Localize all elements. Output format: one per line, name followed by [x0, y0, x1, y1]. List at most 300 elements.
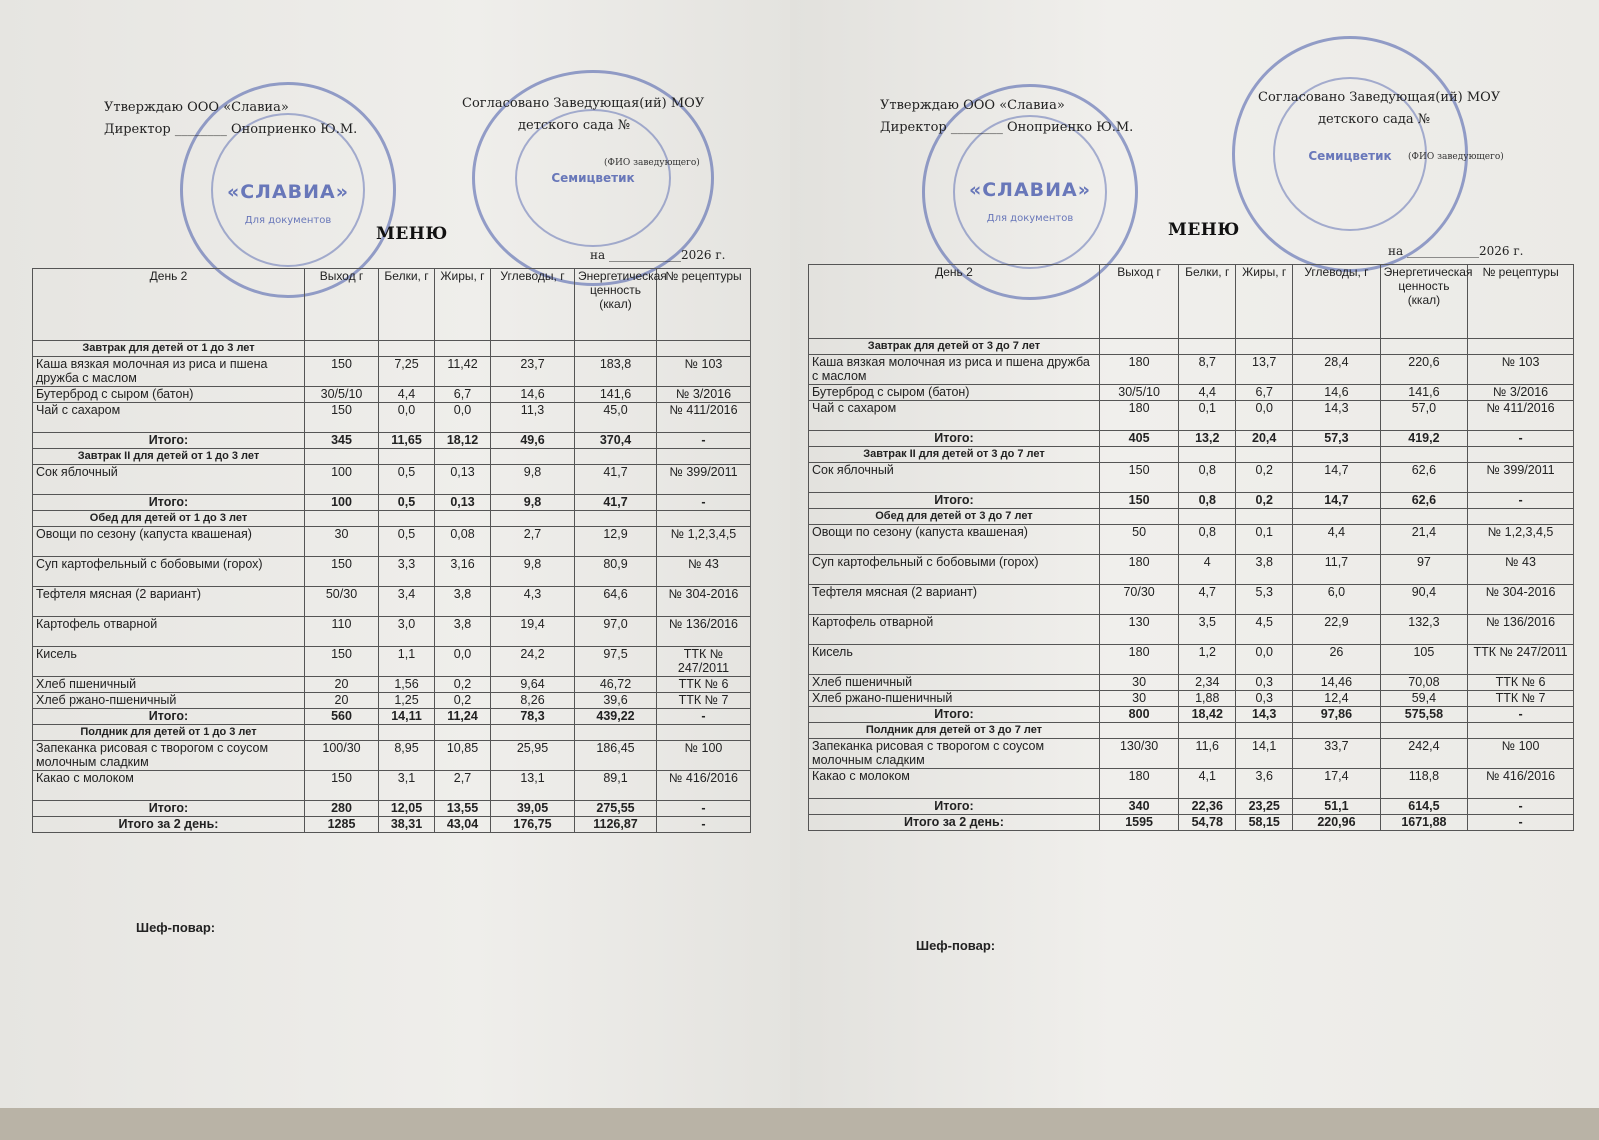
- energy-value: 105: [1380, 645, 1467, 675]
- protein-value: 13,2: [1179, 431, 1236, 447]
- yield-value: 180: [1099, 401, 1178, 431]
- energy-value: 97: [1380, 555, 1467, 585]
- empty-cell: [1293, 339, 1380, 355]
- meal-section-row: [33, 725, 751, 741]
- energy-value: 46,72: [575, 677, 657, 693]
- energy-value: 41,7: [575, 495, 657, 511]
- protein-value: 54,78: [1179, 815, 1236, 831]
- meal-section-row: [33, 511, 751, 527]
- recipe-number: -: [1468, 431, 1574, 447]
- empty-cell: [435, 511, 491, 527]
- dish-row: [809, 585, 1574, 615]
- dish-row: [809, 675, 1574, 691]
- energy-value: 1671,88: [1380, 815, 1467, 831]
- yield-value: 50/30: [305, 587, 379, 617]
- yield-value: 50: [1099, 525, 1178, 555]
- recipe-number: № 136/2016: [1468, 615, 1574, 645]
- energy-value: 59,4: [1380, 691, 1467, 707]
- recipe-number: -: [657, 817, 751, 833]
- energy-value: 90,4: [1380, 585, 1467, 615]
- yield-value: 150: [1099, 493, 1178, 509]
- energy-value: 141,6: [575, 387, 657, 403]
- meal-section-row: [809, 447, 1574, 463]
- empty-cell: [1179, 447, 1236, 463]
- empty-cell: [575, 725, 657, 741]
- table-surface: [0, 1108, 1599, 1140]
- carbs-value: 6,0: [1293, 585, 1380, 615]
- carbs-value: 22,9: [1293, 615, 1380, 645]
- dish-name: Сок яблочный: [809, 463, 1100, 493]
- carbs-value: 49,6: [491, 433, 575, 449]
- dish-row: [33, 387, 751, 403]
- fat-value: 0,2: [1236, 493, 1293, 509]
- energy-value: 39,6: [575, 693, 657, 709]
- dish-row: [33, 465, 751, 495]
- yield-value: 150: [305, 357, 379, 387]
- recipe-number: ТТК № 6: [657, 677, 751, 693]
- carbs-value: 14,3: [1293, 401, 1380, 431]
- empty-cell: [1380, 723, 1467, 739]
- protein-value: 3,4: [379, 587, 435, 617]
- yield-value: 130: [1099, 615, 1178, 645]
- yield-value: 180: [1099, 555, 1178, 585]
- empty-cell: [1099, 447, 1178, 463]
- energy-value: 132,3: [1380, 615, 1467, 645]
- protein-value: 1,56: [379, 677, 435, 693]
- empty-cell: [305, 725, 379, 741]
- dish-name: Овощи по сезону (капуста квашеная): [809, 525, 1100, 555]
- dish-name: Хлеб ржано-пшеничный: [33, 693, 305, 709]
- carbs-value: 97,86: [1293, 707, 1380, 723]
- empty-cell: [1236, 447, 1293, 463]
- carbs-value: 9,64: [491, 677, 575, 693]
- total-label: Итого:: [809, 493, 1100, 509]
- director-name: Оноприенко Ю.М.: [230, 122, 358, 137]
- protein-value: 38,31: [379, 817, 435, 833]
- total-row: [809, 493, 1574, 509]
- protein-value: 8,95: [379, 741, 435, 771]
- meal-section-title: Завтрак II для детей от 1 до 3 лет: [33, 449, 305, 465]
- recipe-number: № 399/2011: [657, 465, 751, 495]
- energy-value: 614,5: [1380, 799, 1467, 815]
- total-row: [33, 817, 751, 833]
- energy-value: 439,22: [575, 709, 657, 725]
- yield-value: 100: [305, 465, 379, 495]
- total-row: [809, 815, 1574, 831]
- empty-cell: [1236, 339, 1293, 355]
- energy-value: 419,2: [1380, 431, 1467, 447]
- carbs-value: 9,8: [491, 557, 575, 587]
- dish-name: Кисель: [809, 645, 1100, 675]
- recipe-number: ТТК № 247/2011: [1468, 645, 1574, 675]
- carbs-value: 8,26: [491, 693, 575, 709]
- meal-section-row: [809, 509, 1574, 525]
- protein-value: 4,4: [1179, 385, 1236, 401]
- energy-value: 370,4: [575, 433, 657, 449]
- energy-value: 242,4: [1380, 739, 1467, 769]
- carbs-value: 39,05: [491, 801, 575, 817]
- recipe-number: ТТК № 6: [1468, 675, 1574, 691]
- yield-value: 30: [1099, 691, 1178, 707]
- energy-value: 41,7: [575, 465, 657, 495]
- menu-title: МЕНЮ: [1168, 220, 1240, 240]
- carbs-value: 25,95: [491, 741, 575, 771]
- total-label: Итого:: [33, 433, 305, 449]
- dish-row: [809, 739, 1574, 769]
- recipe-number: № 3/2016: [1468, 385, 1574, 401]
- recipe-number: № 411/2016: [657, 403, 751, 433]
- carbs-value: 220,96: [1293, 815, 1380, 831]
- empty-cell: [305, 449, 379, 465]
- director-name: Оноприенко Ю.М.: [1006, 120, 1134, 135]
- yield-value: 150: [305, 403, 379, 433]
- carbs-value: 9,8: [491, 465, 575, 495]
- col-fat: Жиры, г: [435, 269, 491, 341]
- total-label: Итого:: [33, 495, 305, 511]
- dish-name: Суп картофельный с бобовыми (горох): [809, 555, 1100, 585]
- dish-name: Хлеб пшеничный: [33, 677, 305, 693]
- protein-value: 4,1: [1179, 769, 1236, 799]
- recipe-number: -: [657, 709, 751, 725]
- agree-line-1: Согласовано Заведующая(ий) МОУ: [1258, 90, 1501, 105]
- dish-name: Какао с молоком: [809, 769, 1100, 799]
- empty-cell: [1099, 509, 1178, 525]
- col-carbs: Углеводы, г: [491, 269, 575, 341]
- empty-cell: [1236, 509, 1293, 525]
- protein-value: 1,2: [1179, 645, 1236, 675]
- agree-note: (ФИО заведующего): [604, 158, 700, 168]
- dish-name: Чай с сахаром: [33, 403, 305, 433]
- meal-section-title: Завтрак для детей от 1 до 3 лет: [33, 341, 305, 357]
- carbs-value: 2,7: [491, 527, 575, 557]
- total-label: Итого:: [809, 431, 1100, 447]
- fat-value: 0,0: [1236, 401, 1293, 431]
- dish-name: Бутерброд с сыром (батон): [33, 387, 305, 403]
- protein-value: 3,3: [379, 557, 435, 587]
- col-day: День 2: [33, 269, 305, 341]
- fat-value: 3,8: [435, 587, 491, 617]
- stamp-name: «СЛАВИА»: [968, 179, 1092, 201]
- fat-value: 6,7: [435, 387, 491, 403]
- recipe-number: № 43: [657, 557, 751, 587]
- carbs-value: 13,1: [491, 771, 575, 801]
- dish-name: Суп картофельный с бобовыми (горох): [33, 557, 305, 587]
- empty-cell: [491, 341, 575, 357]
- protein-value: 7,25: [379, 357, 435, 387]
- carbs-value: 57,3: [1293, 431, 1380, 447]
- recipe-number: № 100: [1468, 739, 1574, 769]
- dish-name: Хлеб пшеничный: [809, 675, 1100, 691]
- energy-value: 62,6: [1380, 493, 1467, 509]
- yield-value: 30/5/10: [1099, 385, 1178, 401]
- agree-line-2: детского сада №: [1318, 112, 1431, 127]
- recipe-number: -: [1468, 493, 1574, 509]
- empty-cell: [305, 511, 379, 527]
- meal-section-row: [33, 341, 751, 357]
- total-row: [809, 799, 1574, 815]
- total-row: [809, 431, 1574, 447]
- protein-value: 0,0: [379, 403, 435, 433]
- col-yield: Выход г: [1099, 265, 1178, 339]
- protein-value: 3,5: [1179, 615, 1236, 645]
- dish-name: Сок яблочный: [33, 465, 305, 495]
- protein-value: 0,8: [1179, 493, 1236, 509]
- yield-value: 1285: [305, 817, 379, 833]
- carbs-value: 51,1: [1293, 799, 1380, 815]
- col-recipe: № рецептуры: [1468, 265, 1574, 339]
- fat-value: 23,25: [1236, 799, 1293, 815]
- recipe-number: № 136/2016: [657, 617, 751, 647]
- protein-value: 11,6: [1179, 739, 1236, 769]
- empty-cell: [1380, 509, 1467, 525]
- dish-row: [809, 691, 1574, 707]
- dish-name: Кисель: [33, 647, 305, 677]
- protein-value: 0,8: [1179, 463, 1236, 493]
- fat-value: 13,7: [1236, 355, 1293, 385]
- fat-value: 0,0: [435, 647, 491, 677]
- recipe-number: № 304-2016: [1468, 585, 1574, 615]
- dish-name: Овощи по сезону (капуста квашеная): [33, 527, 305, 557]
- fat-value: 43,04: [435, 817, 491, 833]
- fat-value: 20,4: [1236, 431, 1293, 447]
- approve-line-1: Утверждаю ООО «Славиа»: [104, 100, 289, 115]
- carbs-value: 14,6: [491, 387, 575, 403]
- dish-row: [809, 463, 1574, 493]
- stamp2-name: Семицветик: [1308, 149, 1392, 163]
- dish-row: [809, 615, 1574, 645]
- fat-value: 0,2: [435, 693, 491, 709]
- recipe-number: № 411/2016: [1468, 401, 1574, 431]
- yield-value: 405: [1099, 431, 1178, 447]
- meal-section-title: Завтрак II для детей от 3 до 7 лет: [809, 447, 1100, 463]
- empty-cell: [1293, 509, 1380, 525]
- protein-value: 8,7: [1179, 355, 1236, 385]
- fat-value: 3,8: [1236, 555, 1293, 585]
- protein-value: 22,36: [1179, 799, 1236, 815]
- meal-section-row: [33, 449, 751, 465]
- yield-value: 180: [1099, 769, 1178, 799]
- empty-cell: [657, 341, 751, 357]
- recipe-number: -: [657, 433, 751, 449]
- yield-value: 1595: [1099, 815, 1178, 831]
- menu-date: на ____________2026 г.: [1388, 244, 1524, 258]
- carbs-value: 4,3: [491, 587, 575, 617]
- yield-value: 30/5/10: [305, 387, 379, 403]
- fat-value: 0,08: [435, 527, 491, 557]
- protein-value: 1,88: [1179, 691, 1236, 707]
- empty-cell: [1380, 339, 1467, 355]
- dish-row: [33, 403, 751, 433]
- carbs-value: 28,4: [1293, 355, 1380, 385]
- col-carbs: Углеводы, г: [1293, 265, 1380, 339]
- fat-value: 13,55: [435, 801, 491, 817]
- protein-value: 0,1: [1179, 401, 1236, 431]
- recipe-number: № 399/2011: [1468, 463, 1574, 493]
- empty-cell: [1099, 723, 1178, 739]
- empty-cell: [1236, 723, 1293, 739]
- protein-value: 11,65: [379, 433, 435, 449]
- fat-value: 14,3: [1236, 707, 1293, 723]
- energy-value: 575,58: [1380, 707, 1467, 723]
- energy-value: 62,6: [1380, 463, 1467, 493]
- energy-value: 57,0: [1380, 401, 1467, 431]
- dish-row: [33, 357, 751, 387]
- recipe-number: ТТК № 247/2011: [657, 647, 751, 677]
- fat-value: 0,3: [1236, 691, 1293, 707]
- fat-value: 11,24: [435, 709, 491, 725]
- fat-value: 3,8: [435, 617, 491, 647]
- yield-value: 20: [305, 677, 379, 693]
- energy-value: 183,8: [575, 357, 657, 387]
- empty-cell: [1293, 447, 1380, 463]
- yield-value: 560: [305, 709, 379, 725]
- yield-value: 150: [305, 557, 379, 587]
- yield-value: 345: [305, 433, 379, 449]
- dish-row: [809, 385, 1574, 401]
- total-row: [33, 801, 751, 817]
- empty-cell: [491, 511, 575, 527]
- director-label: Директор: [104, 122, 171, 137]
- fat-value: 58,15: [1236, 815, 1293, 831]
- dish-row: [809, 355, 1574, 385]
- yield-value: 70/30: [1099, 585, 1178, 615]
- carbs-value: 14,7: [1293, 493, 1380, 509]
- recipe-number: № 43: [1468, 555, 1574, 585]
- energy-value: 45,0: [575, 403, 657, 433]
- yield-value: 110: [305, 617, 379, 647]
- approve-line-2: Директор ________ Оноприенко Ю.М.: [104, 122, 358, 137]
- carbs-value: 19,4: [491, 617, 575, 647]
- chef-signature: Шеф-повар:: [916, 938, 996, 953]
- empty-cell: [1179, 509, 1236, 525]
- fat-value: 2,7: [435, 771, 491, 801]
- carbs-value: 14,46: [1293, 675, 1380, 691]
- fat-value: 0,2: [435, 677, 491, 693]
- empty-cell: [1099, 339, 1178, 355]
- carbs-value: 24,2: [491, 647, 575, 677]
- dish-name: Каша вязкая молочная из риса и пшена дружба с маслом: [809, 355, 1100, 385]
- dish-name: Хлеб ржано-пшеничный: [809, 691, 1100, 707]
- fat-value: 6,7: [1236, 385, 1293, 401]
- fat-value: 0,0: [435, 403, 491, 433]
- empty-cell: [435, 725, 491, 741]
- meal-section-title: Полдник для детей от 1 до 3 лет: [33, 725, 305, 741]
- col-energy: Энергетическая ценность (ккал): [575, 269, 657, 341]
- meal-section-title: Полдник для детей от 3 до 7 лет: [809, 723, 1100, 739]
- recipe-number: -: [1468, 815, 1574, 831]
- col-fat: Жиры, г: [1236, 265, 1293, 339]
- yield-value: 340: [1099, 799, 1178, 815]
- dish-row: [33, 741, 751, 771]
- dish-row: [33, 647, 751, 677]
- yield-value: 150: [305, 771, 379, 801]
- carbs-value: 14,7: [1293, 463, 1380, 493]
- empty-cell: [1380, 447, 1467, 463]
- empty-cell: [1468, 339, 1574, 355]
- col-energy: Энергетическая ценность (ккал): [1380, 265, 1467, 339]
- empty-cell: [1468, 447, 1574, 463]
- empty-cell: [1293, 723, 1380, 739]
- menu-title: МЕНЮ: [376, 224, 448, 244]
- recipe-number: № 416/2016: [1468, 769, 1574, 799]
- yield-value: 150: [305, 647, 379, 677]
- carbs-value: 9,8: [491, 495, 575, 511]
- dish-row: [809, 645, 1574, 675]
- dish-name: Какао с молоком: [33, 771, 305, 801]
- protein-value: 0,8: [1179, 525, 1236, 555]
- empty-cell: [1179, 723, 1236, 739]
- dish-row: [33, 693, 751, 709]
- energy-value: 1126,87: [575, 817, 657, 833]
- energy-value: 89,1: [575, 771, 657, 801]
- total-row: [33, 433, 751, 449]
- recipe-number: № 100: [657, 741, 751, 771]
- dish-name: Чай с сахаром: [809, 401, 1100, 431]
- energy-value: 275,55: [575, 801, 657, 817]
- yield-value: 30: [1099, 675, 1178, 691]
- recipe-number: ТТК № 7: [1468, 691, 1574, 707]
- stamp-label: Для документов: [986, 213, 1074, 224]
- dish-row: [33, 587, 751, 617]
- empty-cell: [657, 449, 751, 465]
- dish-row: [809, 525, 1574, 555]
- energy-value: 97,0: [575, 617, 657, 647]
- director-label: Директор: [880, 120, 947, 135]
- col-recipe: № рецептуры: [657, 269, 751, 341]
- empty-cell: [305, 341, 379, 357]
- dish-row: [33, 557, 751, 587]
- carbs-value: 12,4: [1293, 691, 1380, 707]
- dish-row: [33, 527, 751, 557]
- recipe-number: № 304-2016: [657, 587, 751, 617]
- protein-value: 1,1: [379, 647, 435, 677]
- fat-value: 0,13: [435, 465, 491, 495]
- menu-table: [808, 264, 1574, 831]
- fat-value: 0,2: [1236, 463, 1293, 493]
- empty-cell: [379, 341, 435, 357]
- fat-value: 10,85: [435, 741, 491, 771]
- approve-line-2: Директор ________ Оноприенко Ю.М.: [880, 120, 1134, 135]
- yield-value: 180: [1099, 645, 1178, 675]
- meal-section-title: Обед для детей от 1 до 3 лет: [33, 511, 305, 527]
- total-row: [33, 495, 751, 511]
- recipe-number: № 1,2,3,4,5: [1468, 525, 1574, 555]
- total-label: Итого:: [33, 801, 305, 817]
- dish-name: Запеканка рисовая с творогом с соусом молочным сладким: [809, 739, 1100, 769]
- dish-name: Тефтеля мясная (2 вариант): [809, 585, 1100, 615]
- recipe-number: № 3/2016: [657, 387, 751, 403]
- carbs-value: 17,4: [1293, 769, 1380, 799]
- energy-value: 12,9: [575, 527, 657, 557]
- protein-value: 14,11: [379, 709, 435, 725]
- empty-cell: [491, 725, 575, 741]
- agree-line-1: Согласовано Заведующая(ий) МОУ: [462, 96, 705, 111]
- yield-value: 100: [305, 495, 379, 511]
- energy-value: 220,6: [1380, 355, 1467, 385]
- fat-value: 4,5: [1236, 615, 1293, 645]
- stamp2-name: Семицветик: [551, 171, 635, 185]
- energy-value: 118,8: [1380, 769, 1467, 799]
- recipe-number: № 103: [1468, 355, 1574, 385]
- empty-cell: [1468, 509, 1574, 525]
- yield-value: 130/30: [1099, 739, 1178, 769]
- carbs-value: 14,6: [1293, 385, 1380, 401]
- carbs-value: 78,3: [491, 709, 575, 725]
- empty-cell: [1179, 339, 1236, 355]
- col-protein: Белки, г: [379, 269, 435, 341]
- dish-name: Картофель отварной: [809, 615, 1100, 645]
- recipe-number: № 1,2,3,4,5: [657, 527, 751, 557]
